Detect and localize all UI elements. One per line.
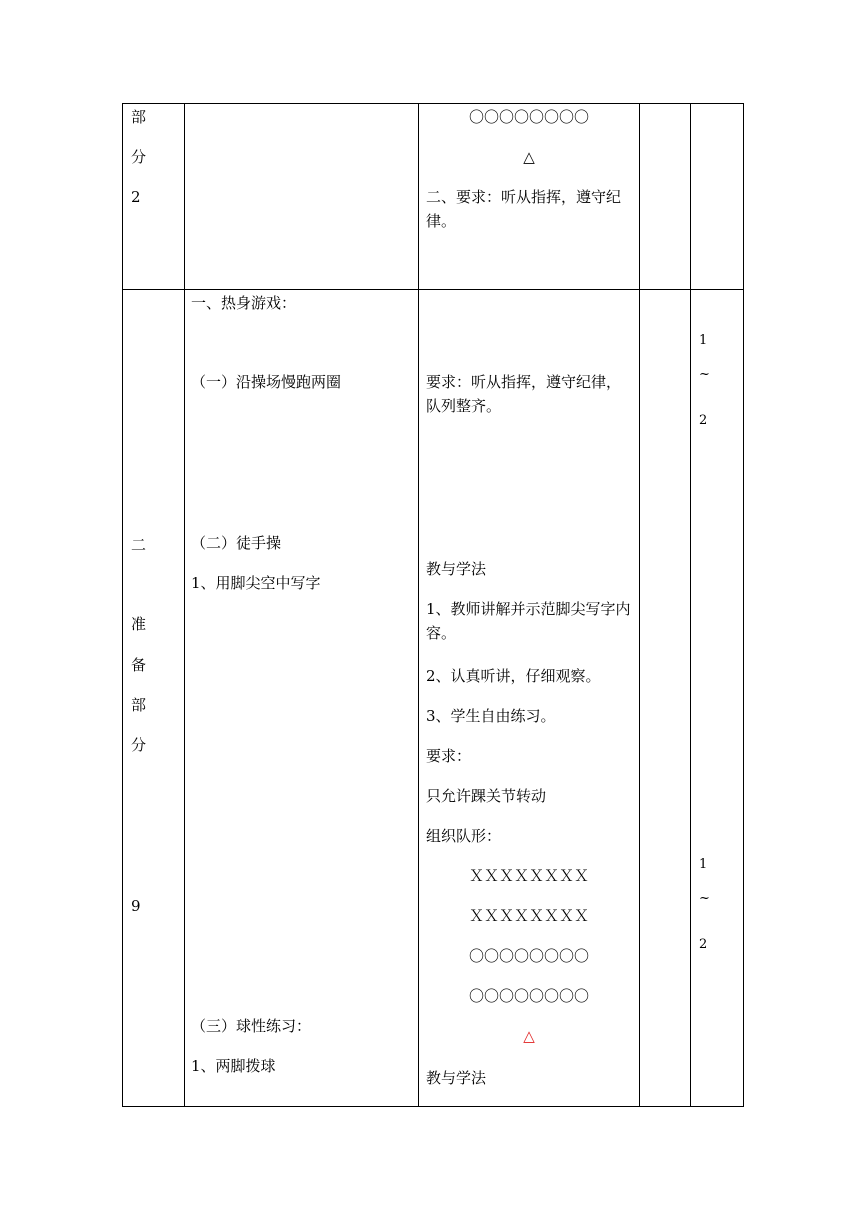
time-range-sep: ~ xyxy=(699,367,710,382)
method-step: 2、认真听讲，仔细观察。 xyxy=(426,667,601,685)
content-subitem: 1、两脚拨球 xyxy=(191,1057,276,1075)
method-requirement-text: 只允许踝关节转动 xyxy=(426,787,547,805)
method-step: 1、教师讲解并示范脚尖写字内容。 xyxy=(426,600,631,642)
content-heading: 一、热身游戏： xyxy=(191,294,297,312)
section2-label-char: 准 xyxy=(131,615,147,633)
content-subitem: 1、用脚尖空中写字 xyxy=(191,574,321,592)
table-border-left xyxy=(122,103,123,1107)
table-col-divider-4 xyxy=(690,103,691,1107)
method-heading: 教与学法 xyxy=(426,560,487,578)
table-border-mid xyxy=(122,289,744,290)
teacher-mark: △ xyxy=(523,1027,535,1045)
content-item: （三）球性练习： xyxy=(191,1017,312,1035)
section1-label-char: 部 xyxy=(131,108,147,126)
teacher-mark: △ xyxy=(523,148,535,166)
time-value: 2 xyxy=(699,937,708,952)
content-item: （二）徒手操 xyxy=(191,534,282,552)
formation-row: ＸＸＸＸＸＸＸＸ xyxy=(468,907,589,925)
formation-row: 〇〇〇〇〇〇〇〇 xyxy=(468,987,589,1005)
section1-requirement: 二、要求：听从指挥，遵守纪律。 xyxy=(426,188,622,230)
method-requirement-heading: 要求： xyxy=(426,747,472,765)
section1-label-char: 2 xyxy=(131,188,141,206)
time-value: 1 xyxy=(699,333,708,348)
time-value: 1 xyxy=(699,857,708,872)
section2-label-char: 分 xyxy=(131,736,147,754)
table-col-divider-1 xyxy=(184,103,185,1107)
time-range-sep: ~ xyxy=(699,891,710,906)
section2-label-char: 备 xyxy=(131,656,147,674)
section2-label-char: 9 xyxy=(131,897,141,915)
formation-row: 〇〇〇〇〇〇〇〇 xyxy=(468,108,589,126)
table-border-right xyxy=(743,103,744,1107)
method-requirement: 要求：听从指挥，遵守纪律，队列整齐。 xyxy=(426,373,622,415)
table-border-top xyxy=(122,103,744,104)
content-item: （一）沿操场慢跑两圈 xyxy=(191,373,342,391)
formation-row: ＸＸＸＸＸＸＸＸ xyxy=(468,867,589,885)
time-value: 2 xyxy=(699,413,708,428)
section1-label-char: 分 xyxy=(131,148,147,166)
method-step: 3、学生自由练习。 xyxy=(426,707,556,725)
method-heading: 教与学法 xyxy=(426,1069,487,1087)
table-col-divider-3 xyxy=(639,103,640,1107)
formation-row: 〇〇〇〇〇〇〇〇 xyxy=(468,947,589,965)
section2-label-char: 部 xyxy=(131,696,147,714)
formation-heading: 组织队形： xyxy=(426,827,502,845)
section2-label-char: 二 xyxy=(131,536,147,554)
table-border-bottom xyxy=(122,1106,744,1107)
